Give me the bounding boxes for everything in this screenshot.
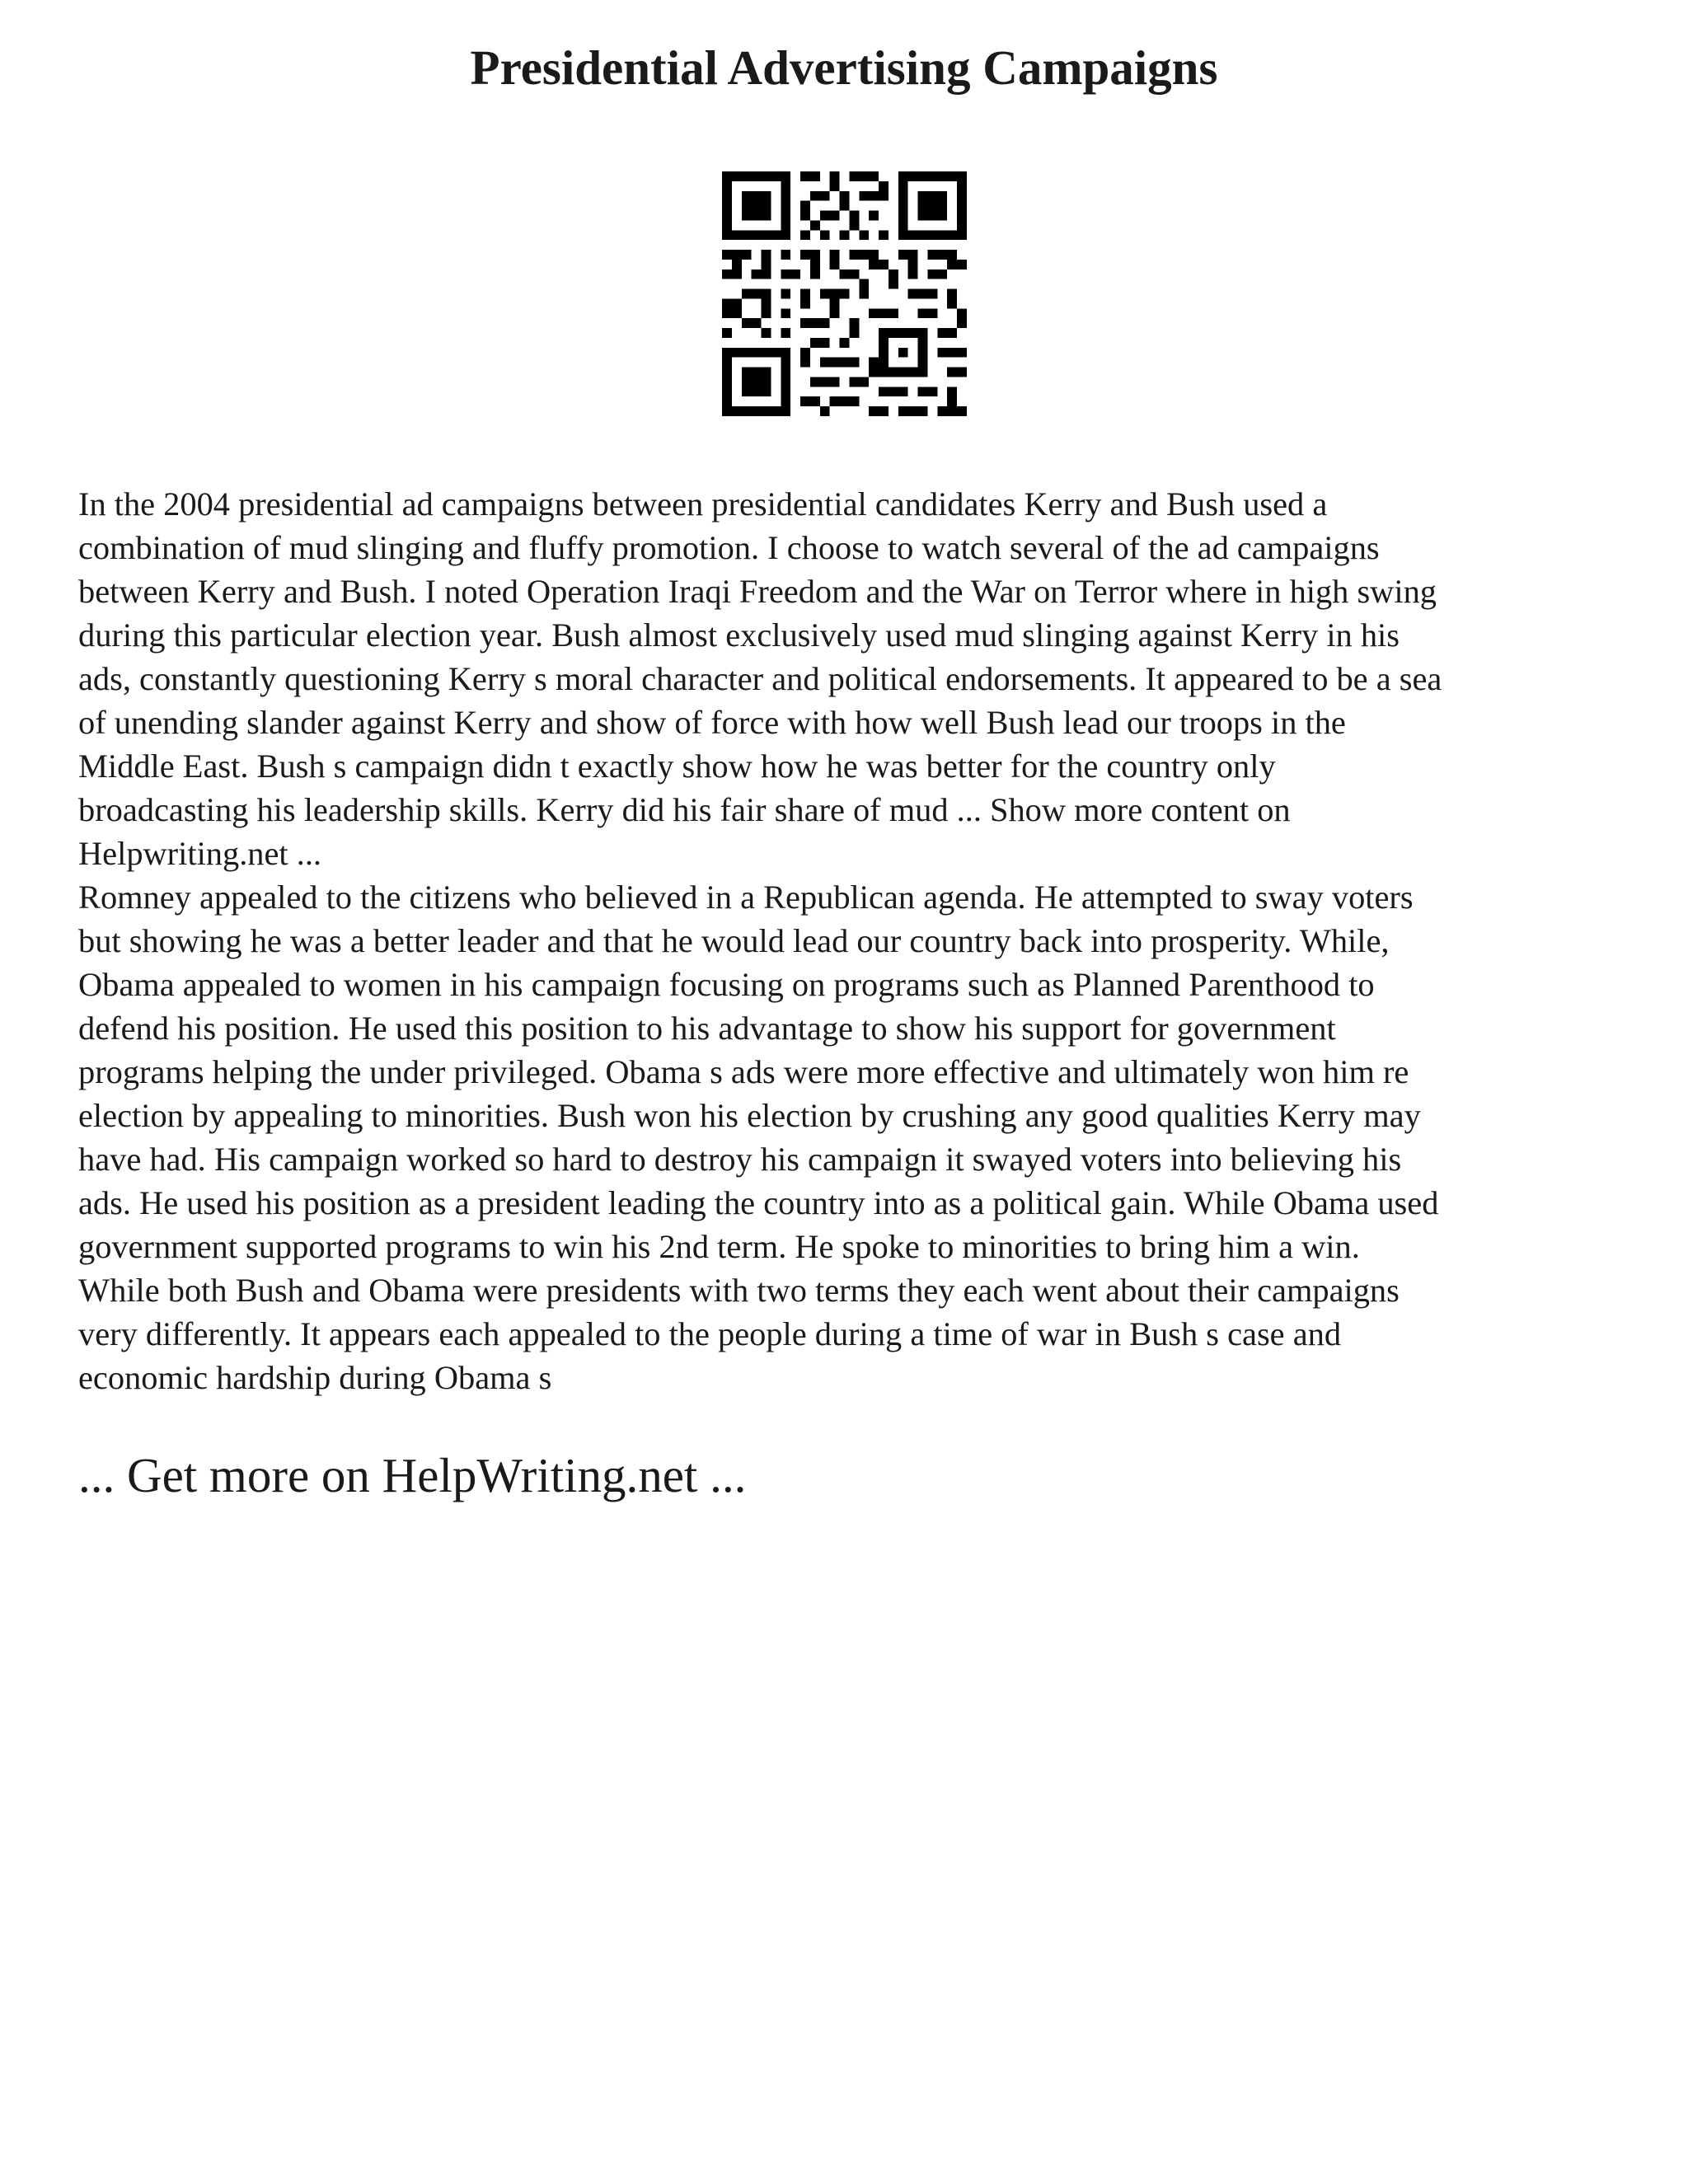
qr-code-icon xyxy=(722,171,967,416)
get-more-link[interactable]: ... Get more on HelpWriting.net ... xyxy=(78,1448,747,1502)
paragraph-2004-campaigns: In the 2004 presidential ad campaigns between presidential candidates Kerry and Bush used a combination of mud slinging and fluffy promotion. I choose to watch several of the ad campaigns between Kerry and Bush. I noted Operation Iraqi Freedom and the War on Terror where in high swing during this particular election year. Bush almost exclusively used mud slinging against Kerry in his ads, constantly questioning Kerry s moral character and political endorsements. It appeared to be a sea of unending slander against Kerry and show of force with how well Bush lead our troops in the Middle East. Bush s campaign didn t exactly show how he was better for the country only broadcasting his leadership skills. Kerry did his fair share of mud ... Show more content on Helpwriting.net ... xyxy=(78,485,1442,872)
document-title: Presidential Advertising Campaigns xyxy=(470,40,1218,95)
paragraph-romney-obama: Romney appealed to the citizens who believed in a Republican agenda. He attempted to sway voters but showing he was a better leader and that he would lead our country back into prosperity. While, Obama appealed to women in his campaign focusing on programs such as Planned Parenthood to defend his position. He used this position to his advantage to show his support for government programs helping the under privileged. Obama s ads were more effective and ultimately won him re election by appealing to minorities. Bush won his election by crushing any good qualities Kerry may have had. His campaign worked so hard to destroy his campaign it swayed voters into believing his ads. He used his position as a president leading the country into as a political gain. While Obama used government supported programs to win his 2nd term. He spoke to minorities to bring him a win. While both Bush and Obama were presidents with two terms they each went about their campaigns very differently. It appears each appealed to the people during a time of war in Bush s case and economic hardship during Obama s xyxy=(78,879,1439,1396)
document-body xyxy=(78,482,1628,1399)
